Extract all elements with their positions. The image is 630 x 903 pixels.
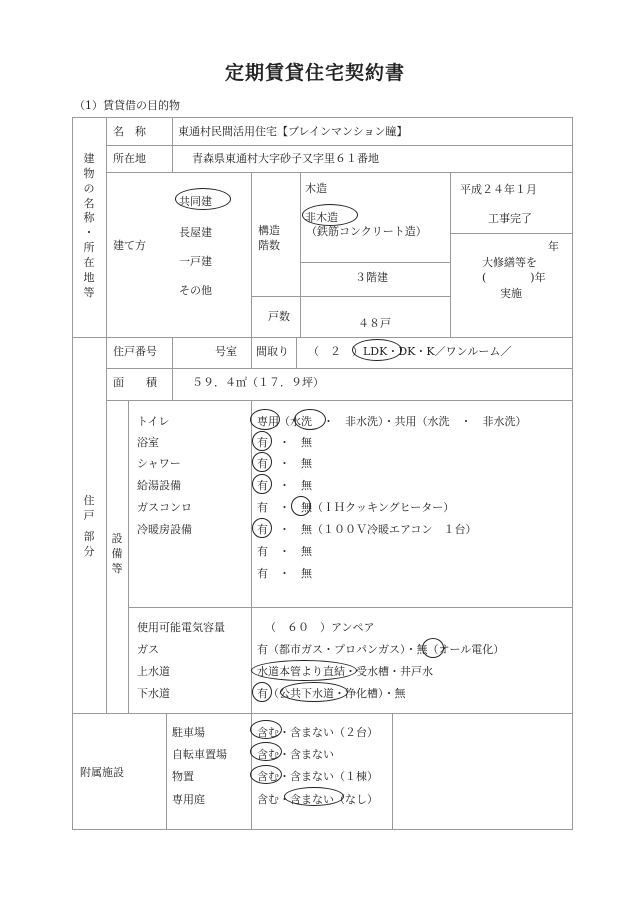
build-style-option: 共同建 — [179, 195, 212, 208]
selection-circle — [352, 339, 402, 361]
unit-number-label: 住戸番号 — [113, 345, 157, 358]
room-suffix: 号室 — [215, 345, 237, 358]
building-vertical-label: 建 物 の 名 称 ・ 所 在 地 等 — [83, 152, 95, 299]
annex-item-name: 駐車場 — [172, 726, 205, 739]
utility-value: （ ６０ ）アンペア — [265, 621, 375, 634]
selection-circle — [302, 204, 358, 226]
utility-name: ガス — [137, 643, 159, 656]
address-label: 所在地 — [113, 152, 146, 165]
selection-circle — [251, 660, 357, 681]
area-label: 面 積 — [113, 376, 157, 389]
build-style-label: 建て方 — [113, 239, 146, 252]
annex-item-name: 専用庭 — [172, 793, 205, 806]
repair-year: 年 — [548, 240, 559, 253]
completion-note: 工事完了 — [488, 212, 532, 225]
selection-circle — [252, 431, 272, 451]
page-title: 定期賃貸住宅契約書 — [224, 62, 405, 84]
floor-count: ３階建 — [355, 271, 388, 284]
selection-circle — [252, 518, 272, 538]
selection-circle — [250, 409, 280, 430]
utility-name: 上水道 — [137, 665, 170, 678]
address-value: 青森県東通村大字砂子又字里６１番地 — [192, 152, 379, 165]
equipment-value: 有 ・ 無 — [257, 479, 312, 492]
unit-vertical-label: 住 戸 部 分 — [83, 494, 95, 558]
structure-wood: 木造 — [305, 182, 327, 195]
equipment-value: 有 ・ 無 — [257, 436, 312, 449]
selection-circle — [291, 496, 311, 516]
equipment-value: 有 ・ 無（１００Ｖ冷暖エアコン １台） — [257, 523, 477, 536]
structure-label: 構造 — [258, 224, 280, 237]
equipment-name: 給湯設備 — [137, 479, 181, 492]
units-label: 戸数 — [268, 310, 290, 323]
selection-circle — [252, 474, 272, 494]
equipment-value: 専用（水洗 ・ 非水洗）・共用（水洗 ・ 非水洗） — [257, 415, 527, 428]
selection-circle — [250, 742, 282, 761]
repair-done: 実施 — [500, 287, 522, 300]
annex-item-name: 自転車置場 — [172, 748, 227, 761]
name-label: 名 称 — [113, 125, 146, 138]
selection-circle — [252, 682, 272, 702]
structure-type: （鉄筋コンクリート造） — [306, 225, 427, 238]
structure-nonwood: 非木造 — [305, 211, 338, 224]
equipment-name: ガスコンロ — [137, 501, 192, 514]
layout-value: （ ２ ）LDK・DK・K／ワンルーム／ — [308, 345, 512, 358]
annex-item-name: 物置 — [172, 770, 194, 783]
build-style-option: その他 — [179, 284, 212, 297]
equipment-name: 冷暖房設備 — [137, 523, 192, 536]
selection-circle — [250, 765, 282, 784]
repair-label: 大修繕等を — [482, 256, 537, 269]
repair-years: ( )年 — [482, 271, 546, 284]
utility-value: 水道本管より直結・受水槽・井戸水 — [257, 665, 433, 678]
area-value: ５９．４㎡（１７．９坪） — [192, 376, 324, 389]
equipment-value: 有 ・ 無 — [257, 545, 312, 558]
name-value: 東通村民間活用住宅【ブレインマンション瞳】 — [178, 125, 408, 138]
utility-name: 使用可能電気容量 — [137, 621, 225, 634]
utility-name: 下水道 — [137, 687, 170, 700]
selection-circle — [280, 682, 348, 702]
unit-count: ４８戸 — [358, 317, 391, 330]
annex-item-value: 含む・含まない（なし） — [257, 793, 378, 806]
completion-date: 平成２４年１月 — [460, 183, 537, 196]
annex-item-value: 含む・含まない — [257, 748, 334, 761]
equipment-value: 有 ・ 無 — [257, 567, 312, 580]
selection-circle — [252, 452, 272, 472]
section-heading: （1）賃貸借の目的物 — [74, 99, 180, 112]
floors-label: 階数 — [258, 239, 280, 252]
build-style-option: 長屋建 — [179, 226, 212, 239]
selection-circle — [284, 787, 344, 806]
equipment-value: 有 ・ 無 — [257, 457, 312, 470]
utility-value: 有（都市ガス・プロパンガス）・無（オール電化） — [257, 643, 505, 656]
annex-label: 附属施設 — [80, 766, 124, 779]
selection-circle — [175, 188, 231, 210]
equipment-name: シャワー — [137, 457, 181, 470]
annex-item-value: 含む・含まない（２台） — [257, 726, 378, 739]
selection-circle — [294, 409, 326, 430]
equipment-vertical-label: 設 備 等 — [111, 532, 123, 575]
layout-label: 間取り — [256, 345, 289, 358]
annex-item-value: 含む・含まない（１棟） — [257, 770, 378, 783]
utility-value: 有（公共下水道・浄化槽）・無 — [257, 687, 406, 700]
equipment-value: 有 ・ 無（ＩＨクッキングヒーター） — [257, 501, 455, 514]
equipment-name: 浴室 — [137, 436, 159, 449]
equipment-name: トイレ — [137, 415, 170, 428]
build-style-option: 一戸建 — [179, 255, 212, 268]
selection-circle — [422, 638, 444, 658]
selection-circle — [250, 720, 282, 739]
